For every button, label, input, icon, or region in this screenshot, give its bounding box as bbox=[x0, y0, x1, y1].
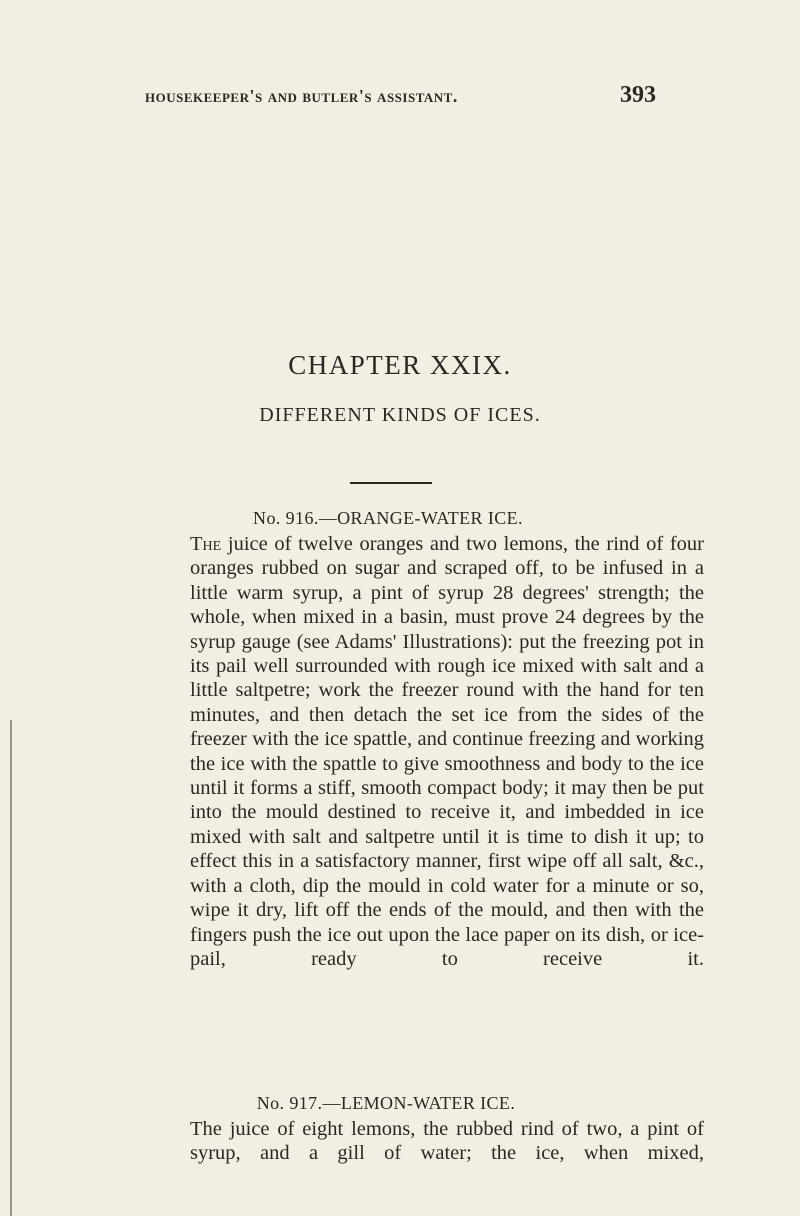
recipe-heading-orange-water-ice: No. 916.—ORANGE-WATER ICE. bbox=[253, 508, 523, 528]
page-edge-line bbox=[10, 720, 12, 1216]
chapter-title: CHAPTER XXIX. bbox=[288, 350, 512, 380]
recipe-text-lemon-water-ice: The juice of eight lemons, the rubbed rind of two, a pint of syrup, and a gill of water; the ice, when mixed, bbox=[190, 1118, 704, 1165]
chapter-subtitle: DIFFERENT KINDS OF ICES. bbox=[259, 404, 541, 426]
recipe-body: juice of twelve oranges and two lemons, the rind of four oranges rubbed on sugar and scraped off, to be infused in a little warm syrup, a pint of syrup 28 degrees' strength; the whole, when mixed in a basin, must prove 24 degrees by the syrup gauge (see Adams' Illustrations): put the freezing pot in its pail well surrounded with rough ice mixed with salt and a little saltpetre; work the freezer round with the hand for ten minutes, and then detach the set ice from the sides of the freezer with the ice spattle, and continue freezing and working the ice with the spattle to give smoothness and body to the ice until it forms a stiff, smooth compact body; it may then be put into the mould destined to receive it, and imbedded in ice mixed with salt and saltpetre until it is time to dish it up; to effect this in a satisfactory manner, first wipe off all salt, &c., with a cloth, dip the mould in cold water for a minute or so, wipe it dry, lift off the ends of the mould, and then with the fingers push the ice out upon the lace paper on its dish, or ice-pail, ready to receive it. bbox=[190, 533, 704, 970]
page-number: 393 bbox=[620, 82, 656, 108]
recipe-text-orange-water-ice bbox=[190, 532, 704, 1118]
section-rule bbox=[350, 482, 432, 484]
recipe-lead-word: The bbox=[190, 533, 222, 555]
running-head: housekeeper's and butler's assistant. bbox=[145, 86, 458, 106]
recipe-heading-lemon-water-ice: No. 917.—LEMON-WATER ICE. bbox=[256, 1093, 516, 1113]
